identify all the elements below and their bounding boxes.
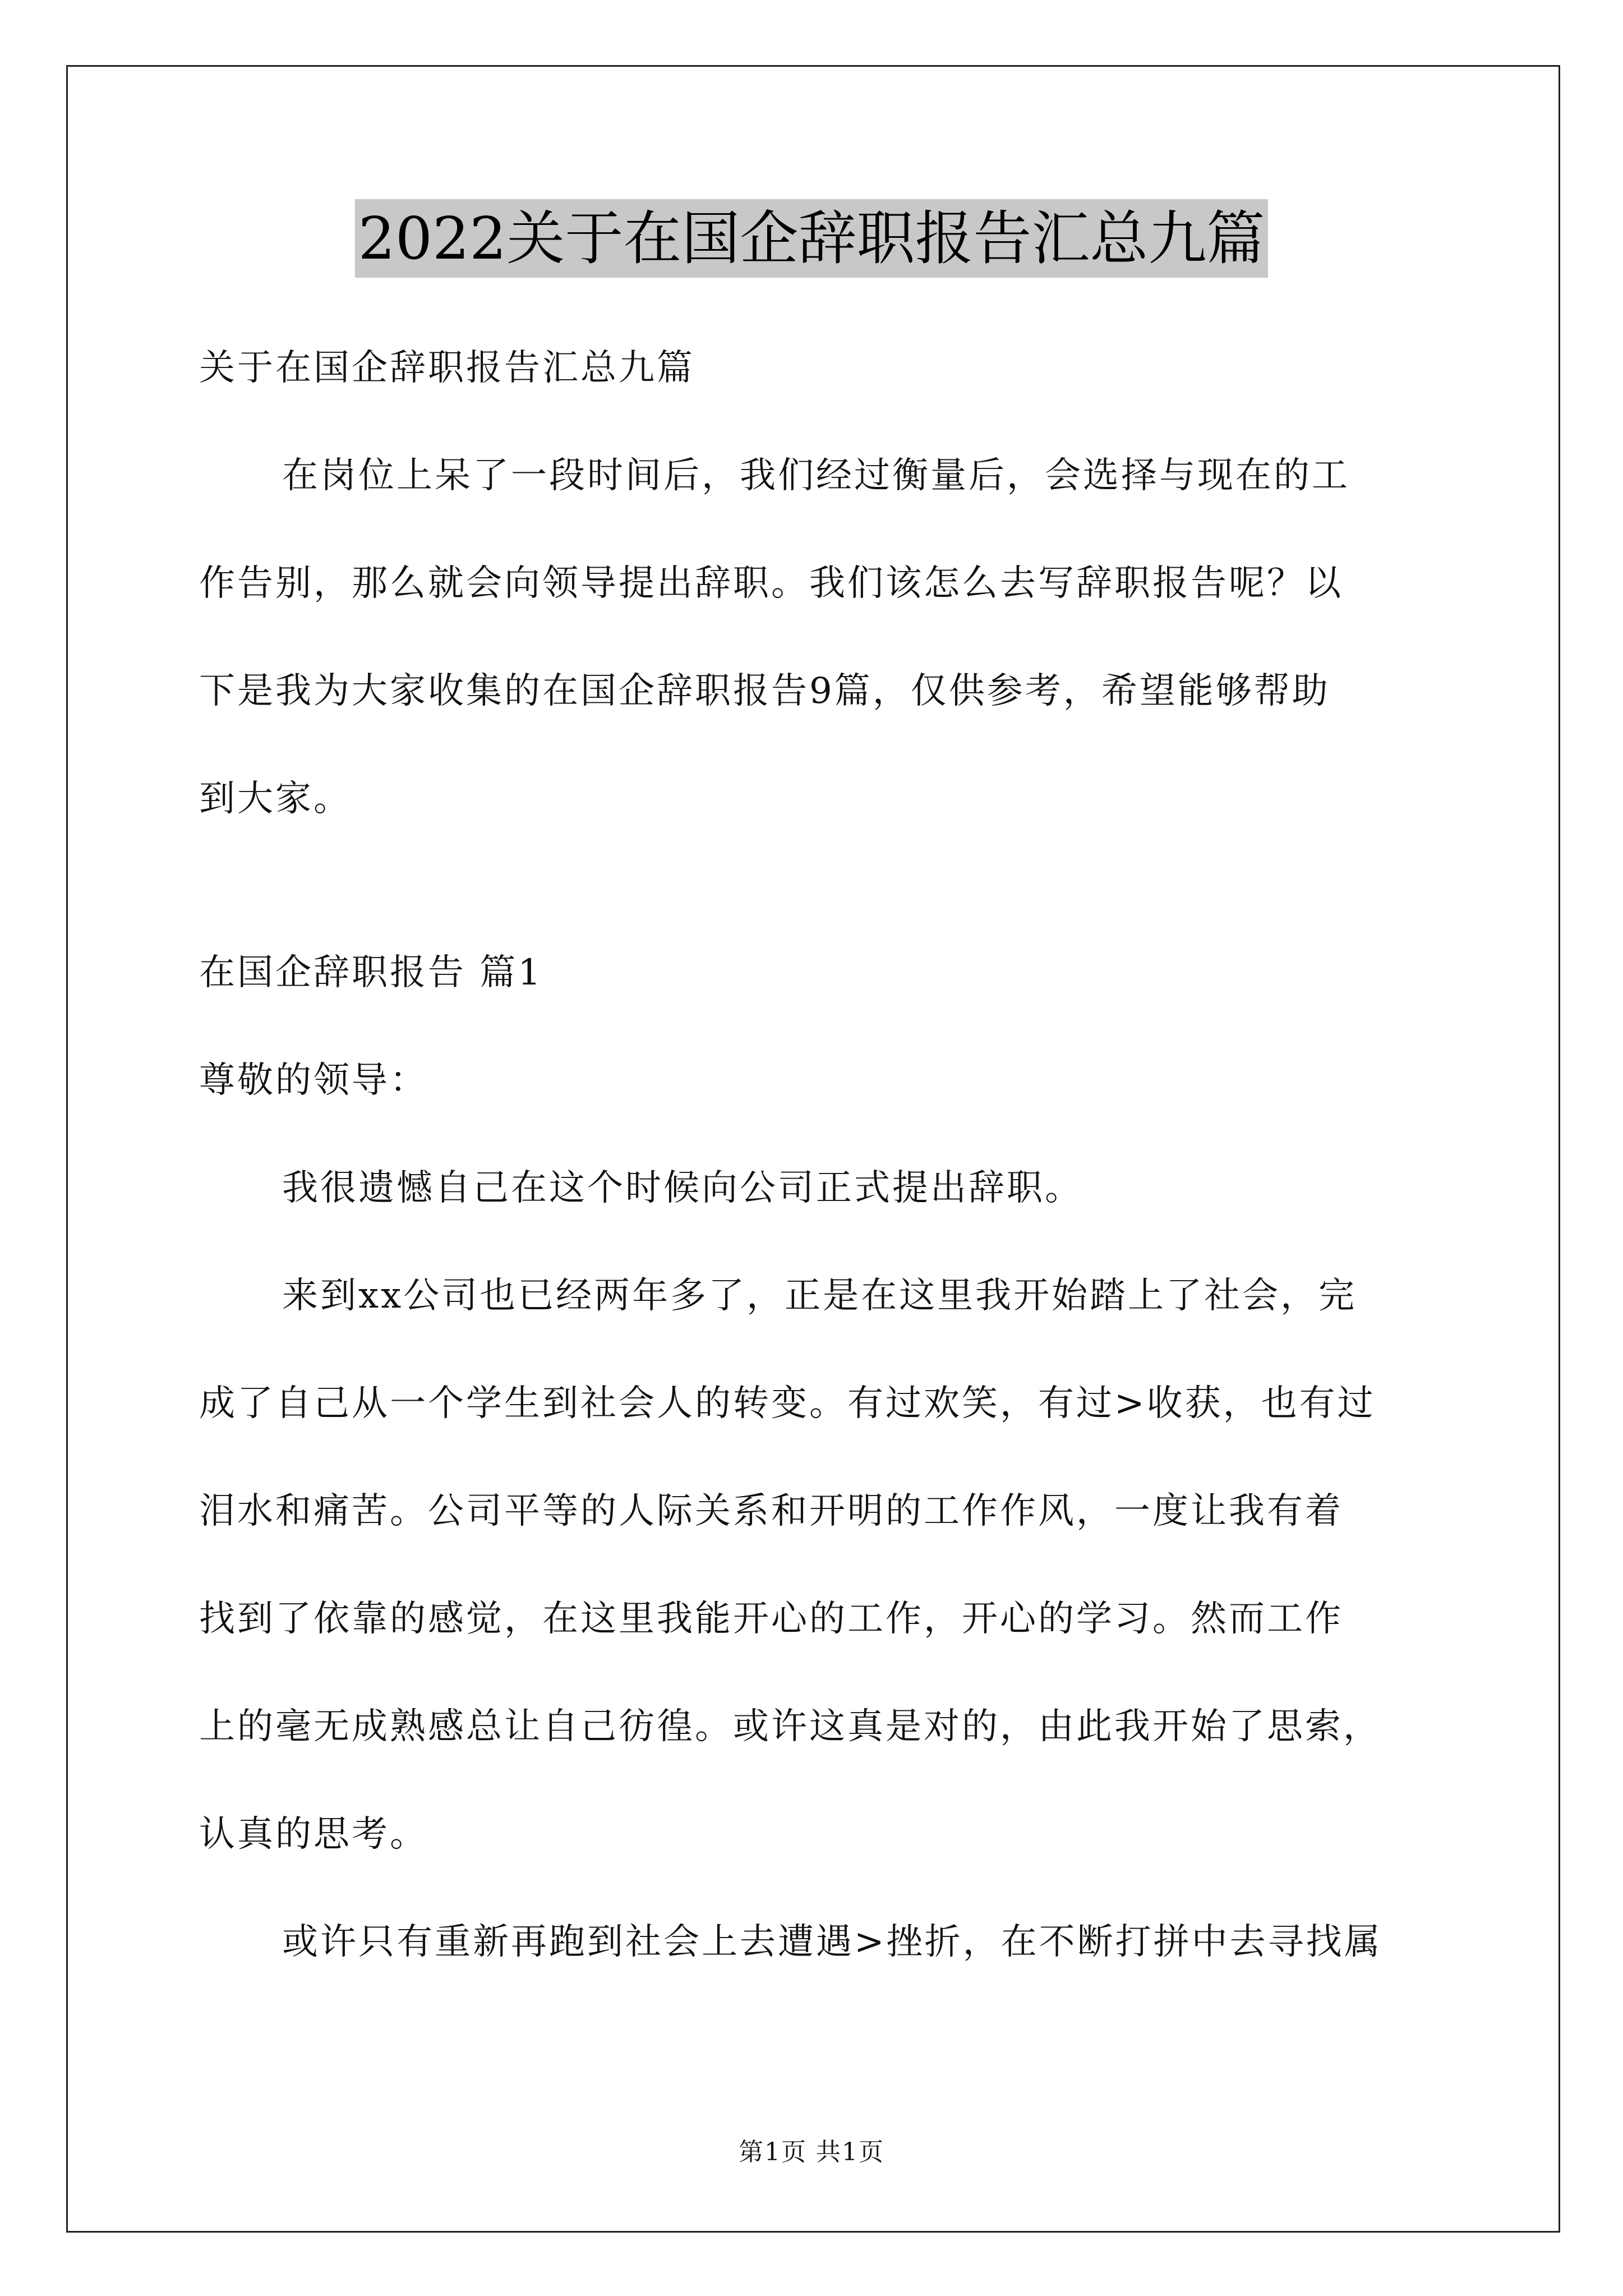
paragraph-line: 认真的思考。: [199, 1814, 428, 1855]
document-body: [199, 314, 1424, 1996]
paragraph-line: 成了自己从一个学生到社会人的转变。有过欢笑，有过>收获，也有过: [199, 1383, 1376, 1424]
page-footer: 第1页 共1页: [739, 2138, 884, 2166]
paragraph-line: 到大家。: [199, 778, 352, 820]
paragraph-line: 下是我为大家收集的在国企辞职报告9篇，仅供参考，希望能够帮助: [199, 670, 1330, 712]
paragraph-line: 或许只有重新再跑到社会上去遭遇>挫折，在不断打拼中去寻找属: [282, 1921, 1382, 1963]
paragraph-line: 找到了依靠的感觉，在这里我能开心的工作，开心的学习。然而工作: [199, 1598, 1343, 1640]
paragraph-line: 泪水和痛苦。公司平等的人际关系和开明的工作作风，一度让我有着: [199, 1490, 1343, 1532]
paragraph-line: 上的毫无成熟感总让自己彷徨。或许这真是对的，由此我开始了思索，: [199, 1706, 1381, 1747]
title-container: [0, 199, 1623, 278]
paragraph-line: 我很遗憾自己在这个时候向公司正式提出辞职。: [282, 1167, 1083, 1209]
subtitle-line: 关于在国企辞职报告汇总九篇: [199, 347, 695, 389]
document-title: 2022关于在国企辞职报告汇总九篇: [355, 199, 1269, 278]
paragraph-line: 在岗位上呆了一段时间后，我们经过衡量后，会选择与现在的工: [282, 455, 1350, 496]
section-heading: 在国企辞职报告 篇1: [199, 952, 543, 993]
paragraph-line: 来到xx公司也已经两年多了，正是在这里我开始踏上了社会，完: [282, 1275, 1357, 1317]
paragraph-line: 作告别，那么就会向领导提出辞职。我们该怎么去写辞职报告呢？以: [199, 563, 1343, 604]
salutation: 尊敬的领导：: [199, 1060, 428, 1101]
